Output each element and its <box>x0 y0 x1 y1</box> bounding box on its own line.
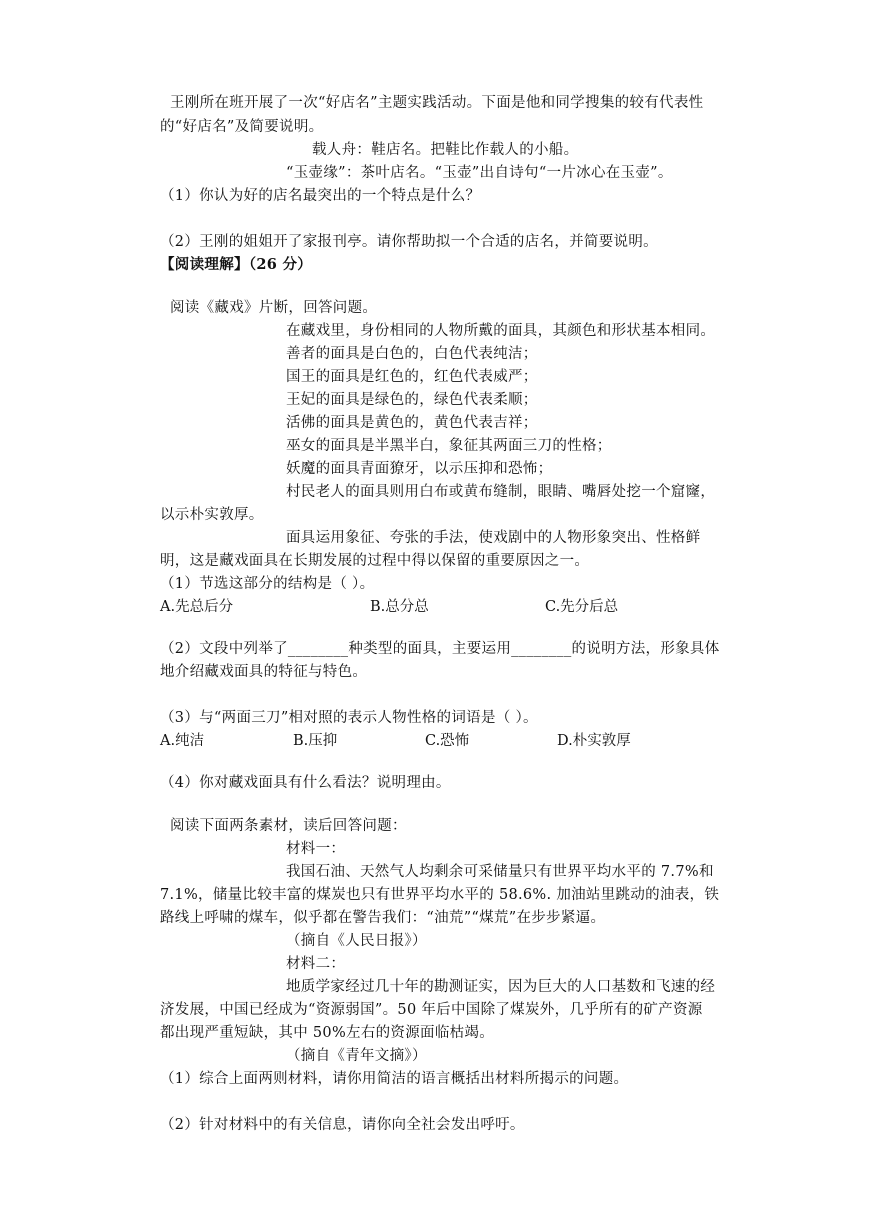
section-heading-score: （26 分） <box>248 256 313 273</box>
intro-line-2: 的“好店名”及简要说明。 <box>160 119 324 135</box>
passage2-question-1: （1）综合上面两则材料，请你用简洁的语言概括出材料所揭示的问题。 <box>160 1071 629 1087</box>
passage1-line: 国王的面具是红色的，红色代表威严； <box>286 369 538 385</box>
section-heading <box>160 255 312 275</box>
passage1-line: 村民老人的面具则用白布或黄布缝制，眼睛、嘴唇处挖一个窟窿， <box>286 484 716 500</box>
q1-option-b: B.总分总 <box>370 599 429 615</box>
material-2-source: （摘自《青年文摘》） <box>286 1048 427 1064</box>
shop-name-example-1: 载人舟：鞋店名。把鞋比作载人的小船。 <box>312 142 579 158</box>
q3-option-d: D.朴实敦厚 <box>557 733 631 749</box>
passage1-line: 巫女的面具是半黑半白，象征其两面三刀的性格； <box>286 438 612 454</box>
q1-option-c: C.先分后总 <box>545 599 619 615</box>
passage1-line: 善者的面具是白色的，白色代表纯洁； <box>286 346 538 362</box>
section-heading-title: 【阅读理解】 <box>160 256 249 273</box>
q1-option-a: A.先总后分 <box>160 599 234 615</box>
passage1-question-1: （1）节选这部分的结构是（ ）。 <box>160 576 375 592</box>
material-1-label: 材料一： <box>286 841 346 857</box>
intro-question-2: （2）王刚的姐姐开了家报刊亭。请你帮助拟一个合适的店名，并简要说明。 <box>160 234 658 250</box>
passage1-question-4: （4）你对藏戏面具有什么看法？说明理由。 <box>160 775 451 791</box>
shop-name-example-2: “玉壶缘”：茶叶店名。“玉壶”出自诗句“一片冰心在玉壶”。 <box>286 165 673 181</box>
passage1-question-3: （3）与“两面三刀”相对照的表示人物性格的词语是（ ）。 <box>160 710 538 726</box>
material-1-source: （摘自《人民日报》） <box>286 933 427 949</box>
passage1-line: 活佛的面具是黄色的，黄色代表吉祥； <box>286 415 538 431</box>
passage2-intro: 阅读下面两条素材，读后回答问题： <box>170 818 407 834</box>
q3-option-a: A.纯洁 <box>160 733 205 749</box>
material-1-line-3: 路线上呼啸的煤车，似乎都在警告我们：“油荒”“煤荒”在步步紧逼。 <box>160 910 606 926</box>
passage1-line: 在藏戏里，身份相同的人物所戴的面具，其颜色和形状基本相同。 <box>286 323 716 339</box>
q3-option-c: C.恐怖 <box>425 733 470 749</box>
passage2-question-2: （2）针对材料中的有关信息，请你向全社会发出呼吁。 <box>160 1117 525 1133</box>
passage1-question-2-line-2: 地介绍藏戏面具的特征与特色。 <box>160 664 368 680</box>
intro-question-1: （1）你认为好的店名最突出的一个特点是什么？ <box>160 188 481 204</box>
material-2-line-2: 济发展，中国已经成为“资源弱国”。50 年后中国除了煤炭外，几乎所有的矿产资源 <box>160 1002 703 1018</box>
passage1-intro: 阅读《藏戏》片断，回答问题。 <box>170 300 378 316</box>
material-1-line-2: 7.1%，储量比较丰富的煤炭也只有世界平均水平的 58.6%. 加油站里跳动的油表，铁 <box>160 887 720 903</box>
q3-option-b: B.压抑 <box>293 733 338 749</box>
material-2-line-1: 地质学家经过几十年的勘测证实，因为巨大的人口基数和飞速的经 <box>286 979 716 995</box>
passage1-para2-line-1: 面具运用象征、夸张的手法，使戏剧中的人物形象突出、性格鲜 <box>286 530 701 546</box>
material-2-line-3: 都出现严重短缺，其中 50%左右的资源面临枯竭。 <box>160 1025 495 1041</box>
passage1-line: 妖魔的面具青面獠牙，以示压抑和恐怖； <box>286 461 553 477</box>
passage1-line-continued: 以示朴实敦厚。 <box>160 507 264 523</box>
passage1-para2-line-2: 明，这是藏戏面具在长期发展的过程中得以保留的重要原因之一。 <box>160 553 590 569</box>
passage1-line: 王妃的面具是绿色的，绿色代表柔顺； <box>286 392 538 408</box>
material-2-label: 材料二： <box>286 956 346 972</box>
intro-line-1: 王刚所在班开展了一次“好店名”主题实践活动。下面是他和同学搜集的较有代表性 <box>170 95 704 111</box>
passage1-question-2-line-1: （2）文段中列举了________种类型的面具，主要运用________的说明方法，形象具体 <box>160 641 720 657</box>
material-1-line-1: 我国石油、天然气人均剩余可采储量只有世界平均水平的 7.7%和 <box>286 864 714 880</box>
